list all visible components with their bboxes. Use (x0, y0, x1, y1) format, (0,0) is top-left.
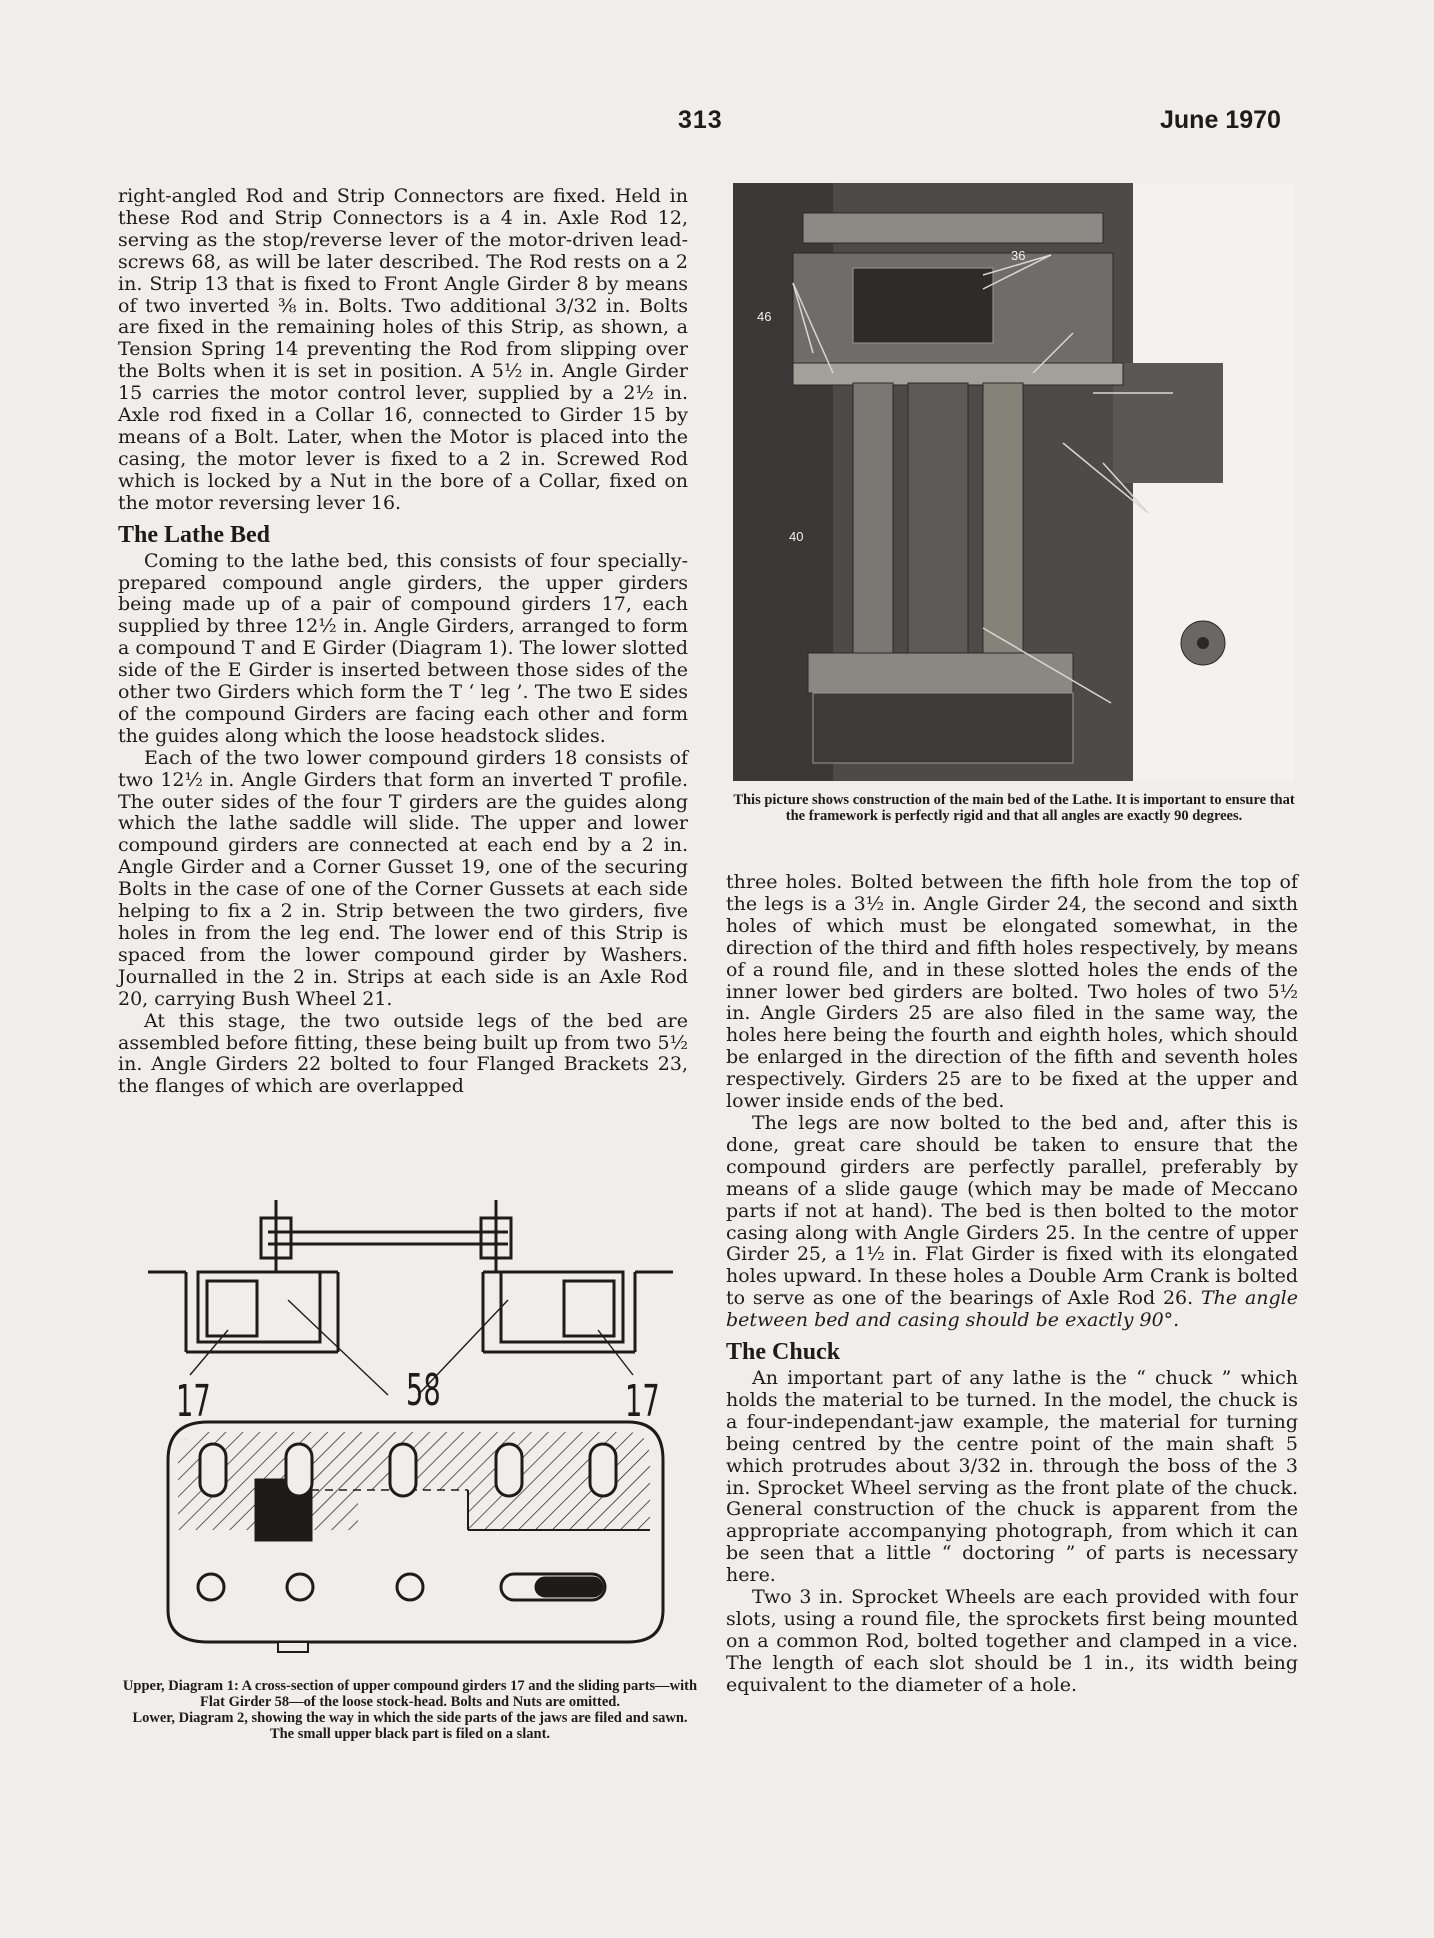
diagram-caption-upper: Upper, Diagram 1: A cross-section of upper compound girders 17 and the sliding parts—with Flat Girder 58—of the loose stock-head. Bolts and Nuts are omitted. (122, 1678, 698, 1710)
body-text-italic: The angle between bed and casing should be exactly 90°. (726, 1287, 1298, 1332)
issue-date: June 1970 (1160, 106, 1281, 134)
diagram-caption (120, 1678, 700, 1742)
body-paragraph (726, 1113, 1298, 1332)
diagram-caption-lower: Lower, Diagram 2, showing the way in which the side parts of the jaws are filed and sawn. The small upper black part is filed on a slant. (132, 1710, 688, 1742)
photo-callout-label: 41 (1245, 382, 1260, 397)
photo-callout-label: 20 (1201, 701, 1216, 716)
body-paragraph: At this stage, the two outside legs of the bed are assembled before fitting, these being built up from two 5½ in. Angle Girders 22 bolted to four Flanged Brackets 23, the flanges of which are overlapped (118, 1009, 688, 1098)
diagram-label-17-right: 17 (625, 1376, 660, 1427)
section-heading-chuck: The Chuck (726, 1339, 841, 1366)
diagrams (128, 1190, 688, 1666)
photo-caption: This picture shows construction of the main bed of the Lathe. It is important to ensure that the framework is perfectly rigid and that all angles are exactly 90 degrees. (733, 792, 1295, 824)
body-paragraph: Each of the two lower compound girders 18 consists of two 12½ in. Angle Girders that form an inverted T profile. The outer sides of the four T girders are the guides along which the lathe saddle will slide. The upper and lower compound girders are connected at each end by a 2 in. Angle Girder and a Corner Gusset 19, one of the securing Bolts in the case of one of the Corner Gussets at each side helping to fix a 2 in. Strip between the two girders, five holes in from the leg end. The lower end of this Strip is spaced from the lower compound girder by Washers. Journalled in the 2 in. Strips at each side is an Axle Rod 20, carrying Bush Wheel 21. (118, 746, 688, 1010)
body-paragraph: three holes. Bolted between the fifth hole from the top of the legs is a 3½ in. Angle Girder 24, the second and sixth holes of which must be elongated somewhat, in the direction of the third and fifth holes respectively, by means of a round file, and in these slotted holes the ends of the inner lower bed girders are bolted. Two holes of two 5½ in. Angle Girders 25 are also filed in the same way, the holes here being the fourth and eighth holes, which should be enlarged in the direction of the fifth and seventh holes respectively. Girders 25 are to be fixed at the upper and lower inside ends of the bed. (726, 871, 1298, 1113)
section-heading-lathe-bed: The Lathe Bed (118, 521, 271, 548)
diagram-1-cross-section (128, 1190, 688, 1666)
lathe-bed-photo (733, 183, 1294, 781)
photo-callout-label: 36 (1011, 248, 1026, 263)
photo-callout-label: 46 (757, 309, 772, 324)
body-paragraph: An important part of any lathe is the “ chuck ” which holds the material to be turned. In the model, the chuck is a four-independant-jaw example, the material for turning being centred by the centre point of the main shaft 5 which protrudes about 3/32 in. through the boss of the 3 in. Sprocket Wheel serving as the front plate of the chuck. General construction of the chuck is apparent from the appropriate accompanying photograph, from which it can be seen that a little “ doctoring ” of parts is necessary here. (726, 1367, 1298, 1587)
body-text: The legs are now bolted to the bed and, after this is done, great care should be taken to ensure that the compound girders are perfectly parallel, preferably by means of a slide gauge (which may be made of Meccano parts if not at hand). The bed is then bolted to the motor casing along with Angle Girders 25. In the centre of upper Girder 25, a 1½ in. Flat Girder is fixed with its elongated holes upward. In these holes a Double Arm Crank is bolted to serve as one of the bearings of Axle Rod 26. (726, 1111, 1298, 1310)
diagram-label-58: 58 (406, 1365, 441, 1416)
left-column (118, 186, 688, 1098)
page-number: 313 (678, 106, 723, 134)
right-column (726, 872, 1298, 1697)
lathe-bed-photo-drawing (733, 183, 1294, 781)
body-paragraph: Two 3 in. Sprocket Wheels are each provided with four slots, using a round file, the sprockets first being mounted on a common Rod, bolted together and clamped in a vice. The length of each slot should be 1 in., its width being equivalent to the diameter of a hole. (726, 1586, 1298, 1696)
body-paragraph: Coming to the lathe bed, this consists of four specially-prepared compound angle girders, the upper girders being made up of a pair of compound girders 17, each supplied by three 12½ in. Angle Girders, arranged to form a compound T and E Girder (Diagram 1). The lower slotted side of the E Girder is inserted between those sides of the other two Girders which form the T ‘ leg ’. The two E sides of the compound Girders are facing each other and form the guides along which the loose headstock slides. (118, 549, 688, 747)
photo-callout-label: 45 (1204, 545, 1219, 560)
body-paragraph: right-angled Rod and Strip Connectors are fixed. Held in these Rod and Strip Connectors is a 4 in. Axle Rod 12, serving as the stop/reverse lever of the motor-driven lead-screws 68, as will be later described. The Rod rests on a 2 in. Strip 13 that is fixed to Front Angle Girder 8 by means of two inverted ⅜ in. Bolts. Two additional 3/32 in. Bolts are fixed in the remaining holes of this Strip, as shown, a Tension Spring 14 preventing the Rod from slipping over the Bolts when it is set in position. A 5½ in. Angle Girder 15 carries the motor control lever, supplied by a 2½ in. Axle rod fixed in a Collar 16, connected to Girder 15 by means of a Bolt. Later, when the Motor is placed into the casing, the motor lever is fixed to a 2 in. Screwed Rod which is locked by a Nut in the bore of a Collar, fixed on the motor reversing lever 16. (118, 185, 688, 514)
photo-callout-label: 44 (1219, 323, 1234, 338)
photo-callout-label: 40 (789, 529, 804, 544)
diagram-label-17-left: 17 (176, 1376, 211, 1427)
photo-callout-label: 40 (1243, 511, 1258, 526)
